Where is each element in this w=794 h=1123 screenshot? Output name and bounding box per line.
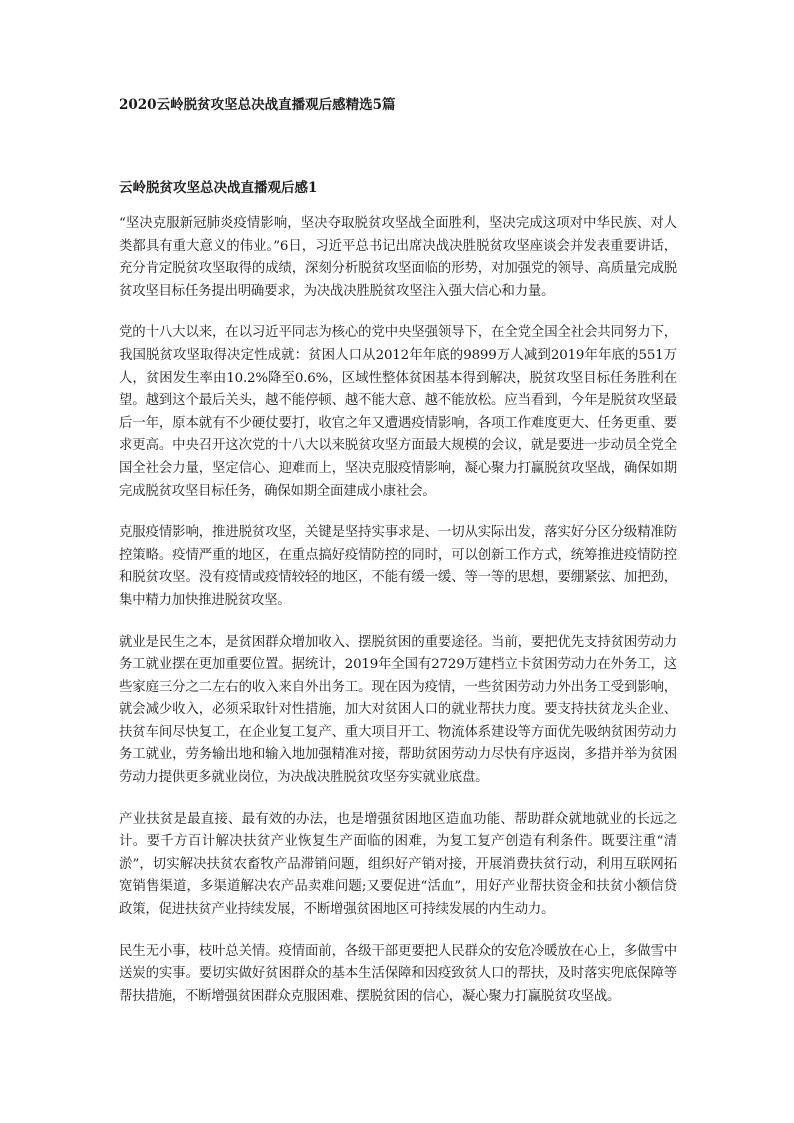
paragraph: 党的十八大以来，在以习近平同志为核心的党中央坚强领导下，在全党全国全社会共同努力下，我国脱贫攻坚取得决定性成就：贫困人口从2012年年底的9899万人减到2019年年底的551万人，贫困发生率由10.2%降至0.6%，区域性整体贫困基本得到解决，脱贫攻坚目标任务胜利在望。越到这个最后关头，越不能停顿、越不能大意、越不能放松。应当看到，今年是脱贫攻坚最后一年，原本就有不少硬仗要打，收官之年又遭遇疫情影响，各项工作难度更大、任务更重、要求更高。中央召开这次党的十八大以来脱贫攻坚方面最大规模的会议，就是要进一步动员全党全国全社会力量，坚定信心、迎难而上，坚决克服疫情影响，凝心聚力打赢脱贫攻坚战，确保如期完成脱贫攻坚目标任务，确保如期全面建成小康社会。 [119,325,677,499]
paragraph: 产业扶贫是最直接、最有效的办法，也是增强贫困地区造血功能、帮助群众就地就业的长远之计。要千方百计解决扶贫产业恢复生产面临的困难，为复工复产创造有利条件。既要注重“清淤”，切实解决扶贫农畜牧产品滞销问题，组织好产销对接，开展消费扶贫行动，利用互联网拓宽销售渠道，多渠道解决农产品卖难问题;又要促进“活血”，用好产业帮扶资金和扶贫小额信贷政策，促进扶贫产业持续发展，不断增强贫困地区可持续发展的内生动力。 [119,811,677,918]
paragraph: 克服疫情影响，推进脱贫攻坚，关键是坚持实事求是、一切从实际出发，落实好分区分级精准防控策略。疫情严重的地区，在重点搞好疫情防控的同时，可以创新工作方式，统筹推进疫情防控和脱贫攻坚。没有疫情或疫情较轻的地区，不能有缓一缓、等一等的思想，要绷紧弦、加把劲，集中精力加快推进脱贫攻坚。 [119,525,677,608]
section-heading: 云岭脱贫攻坚总决战直播观后感1 [119,180,318,196]
paragraph: 就业是民生之本，是贫困群众增加收入、摆脱贫困的重要途径。当前，要把优先支持贫困劳动力务工就业摆在更加重要位置。据统计，2019年全国有2729万建档立卡贫困劳动力在外务工，这些家庭三分之二左右的收入来自外出务工。现在因为疫情，一些贫困劳动力外出务工受到影响，就会减少收入，必须采取针对性措施，加大对贫困人口的就业帮扶力度。要支持扶贫龙头企业、扶贫车间尽快复工，在企业复工复产、重大项目开工、物流体系建设等方面优先吸纳贫困劳动力务工就业，劳务输出地和输入地加强精准对接，帮助贫困劳动力尽快有序返岗，多措并举为贫困劳动力提供更多就业岗位，为决战决胜脱贫攻坚夯实就业底盘。 [119,634,677,786]
document-body [119,213,677,1027]
document-title: 2020云岭脱贫攻坚总决战直播观后感精选5篇 [119,97,396,113]
paragraph: 民生无小事，枝叶总关情。疫情面前，各级干部更要把人民群众的安危冷暖放在心上，多做雪中送炭的实事。要切实做好贫困群众的基本生活保障和因疫致贫人口的帮扶，及时落实兜底保障等帮扶措施，不断增强贫困群众克服困难、摆脱贫困的信心，凝心聚力打赢脱贫攻坚战。 [119,943,677,1004]
paragraph: “坚决克服新冠肺炎疫情影响，坚决夺取脱贫攻坚战全面胜利，坚决完成这项对中华民族、对人类都具有重大意义的伟业。”6日，习近平总书记出席决战决胜脱贫攻坚座谈会并发表重要讲话，充分肯定脱贫攻坚取得的成绩，深刻分析脱贫攻坚面临的形势，对加强党的领导、高质量完成脱贫攻坚目标任务提出明确要求，为决战决胜脱贫攻坚注入强大信心和力量。 [119,216,677,299]
